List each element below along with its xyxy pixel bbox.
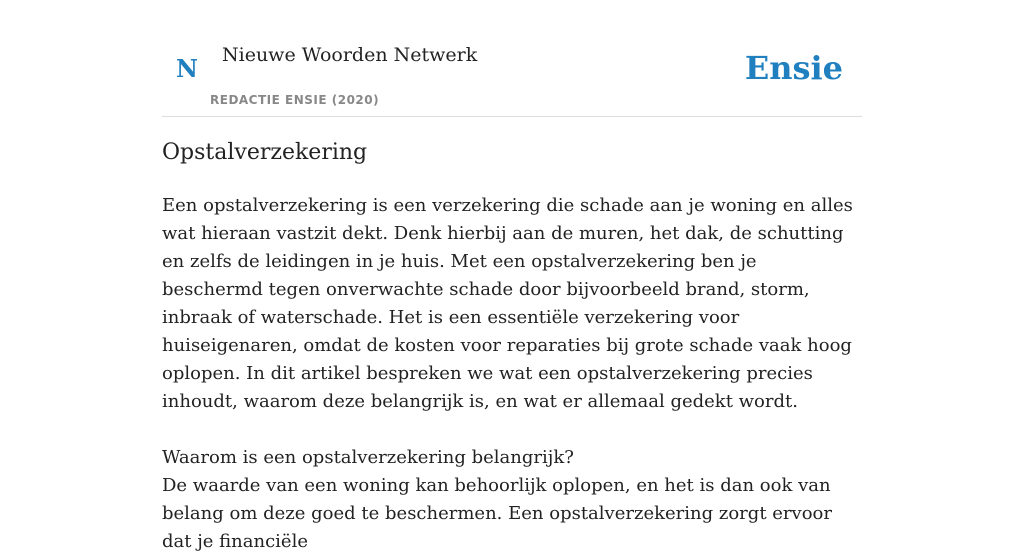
header (162, 0, 862, 117)
section-text: De waarde van een woning kan behoorlijk oplopen, en het is dan ook van belang om deze goed te beschermen. Een opstalverzekering zorgt ervoor dat je financiële (162, 475, 832, 552)
source-logo-icon[interactable]: N (176, 54, 198, 83)
article-body (162, 192, 862, 556)
brand-logo[interactable]: Ensie (744, 49, 843, 87)
article-intro: Een opstalverzekering is een verzekering die schade aan je woning en alles wat hieraan vastzit dekt. Denk hierbij aan de muren, het dak, de schutting en zelfs de leidingen in je huis. Met een opstalverzekering ben je beschermd tegen onverwachte schade door bijvoorbeeld brand, storm, inbraak of waterschade. Het is een essentiële verzekering voor huiseigenaren, omdat de kosten voor reparaties bij grote schade vaak hoog oplopen. In dit artikel bespreken we wat een opstalverzekering precies inhoudt, waarom deze belangrijk is, en wat er allemaal gedekt wordt. (162, 195, 853, 412)
section-heading: Waarom is een opstalverzekering belangrijk? (162, 447, 574, 468)
source-title-link[interactable]: Nieuwe Woorden Netwerk (222, 44, 478, 66)
source-meta: REDACTIE ENSIE (2020) (210, 93, 380, 107)
article-title: Opstalverzekering (162, 140, 368, 165)
